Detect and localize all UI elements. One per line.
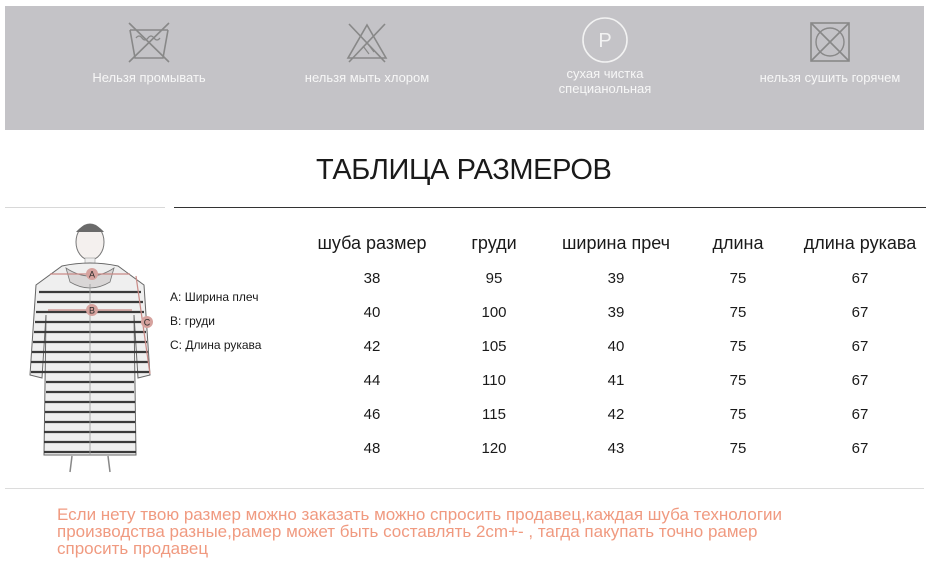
fur-coat — [30, 263, 150, 472]
table-cell: 67 — [851, 371, 869, 389]
table-header-row — [305, 225, 927, 261]
marker-a-label: A — [88, 269, 96, 280]
marker-c — [141, 316, 153, 328]
table-cell: 38 — [363, 269, 381, 287]
seller-note — [57, 506, 917, 557]
table-cell: 115 — [482, 405, 506, 423]
table-cell: 42 — [363, 337, 381, 355]
measurement-legend — [170, 285, 261, 357]
care-item-no-tumble-dry — [730, 6, 929, 85]
care-item-no-wash — [49, 6, 249, 85]
table-row — [305, 261, 927, 295]
table-cell: 105 — [481, 337, 507, 355]
table-row — [305, 431, 927, 465]
table-cell: 67 — [851, 337, 869, 355]
dry-clean-symbol: P — [598, 30, 612, 52]
table-cell: 44 — [363, 371, 381, 389]
table-cell: 42 — [607, 405, 625, 423]
column-header: ширина преч — [561, 232, 671, 253]
legend-sep: : — [178, 314, 182, 328]
marker-a — [86, 268, 98, 280]
legend-letter: A — [170, 290, 179, 304]
note-line: Если нету твою размер можно заказать можно спросить продавец,каждая шуба технологии — [57, 505, 783, 524]
column-header: груди — [471, 232, 517, 253]
table-cell: 67 — [851, 439, 869, 457]
table-row — [305, 397, 927, 431]
table-cell: 43 — [607, 439, 625, 457]
table-cell: 95 — [485, 269, 503, 287]
page-title: ТАБЛИЦА РАЗМЕРОВ — [316, 154, 612, 186]
table-cell: 75 — [729, 371, 747, 389]
care-item-no-bleach — [267, 6, 467, 85]
column-header: длина рукава — [803, 232, 917, 253]
dry-clean-icon — [580, 16, 630, 64]
table-cell: 67 — [851, 303, 869, 321]
divider — [5, 488, 924, 489]
legend-text: Длина рукава — [185, 338, 262, 352]
table-row — [305, 295, 927, 329]
table-cell: 67 — [851, 269, 869, 287]
coat-diagram — [10, 210, 170, 485]
table-cell: 120 — [481, 439, 507, 457]
legend-item-a — [170, 285, 261, 309]
table-cell: 39 — [607, 303, 625, 321]
table-cell: 100 — [481, 303, 507, 321]
table-cell: 48 — [363, 439, 381, 457]
table-cell: 75 — [729, 405, 747, 423]
table-cell: 41 — [607, 371, 625, 389]
no-bleach-icon — [344, 20, 390, 64]
column-header: шуба размер — [317, 232, 427, 253]
no-tumble-dry-icon — [807, 20, 853, 64]
legend-letter: C — [170, 338, 179, 352]
legend-sep: : — [178, 338, 183, 352]
size-table — [305, 225, 927, 465]
marker-c-label: C — [143, 317, 151, 328]
column-header: длина — [712, 232, 764, 253]
table-cell: 75 — [729, 269, 747, 287]
care-item-dry-clean — [505, 6, 705, 96]
table-cell: 39 — [607, 269, 625, 287]
note-line: производства разные,рамер может быть составлять 2cm+- , тагда пакупать точно рамер — [57, 522, 758, 541]
care-label: нельзя мыть хлором — [304, 70, 430, 85]
legend-item-b — [170, 309, 261, 333]
care-instructions-band — [5, 6, 924, 130]
table-cell: 75 — [729, 337, 747, 355]
table-cell: 67 — [851, 405, 869, 423]
marker-b-label: B — [88, 305, 96, 316]
divider — [5, 207, 165, 208]
care-label: сухая чистка специанольная — [558, 66, 652, 96]
table-cell: 40 — [363, 303, 381, 321]
legend-item-c — [170, 333, 261, 357]
table-cell: 75 — [729, 303, 747, 321]
table-row — [305, 363, 927, 397]
table-cell: 40 — [607, 337, 625, 355]
legend-letter: B — [170, 314, 179, 328]
table-cell: 75 — [729, 439, 747, 457]
no-wash-icon — [126, 20, 172, 64]
table-cell: 110 — [482, 371, 506, 389]
note-line: спросить продавец — [57, 539, 209, 558]
title-divider — [174, 207, 926, 208]
care-label: Нельзя промывать — [92, 70, 206, 85]
legend-sep: : — [178, 290, 182, 304]
table-cell: 46 — [363, 405, 381, 423]
model-head — [76, 224, 104, 266]
table-row — [305, 329, 927, 363]
marker-b — [86, 304, 98, 316]
care-label: нельзя сушить горячем — [759, 70, 901, 85]
legend-text: груди — [184, 314, 215, 328]
legend-text: Ширина плеч — [184, 290, 259, 304]
